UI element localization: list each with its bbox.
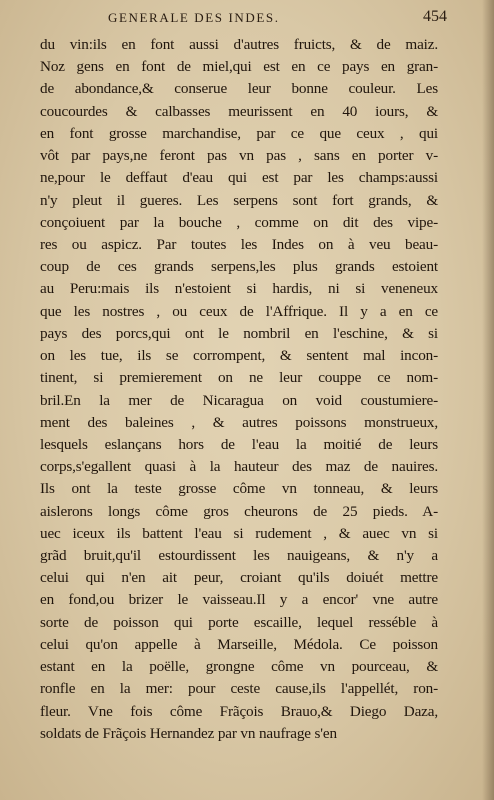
text-line: soldats de Frãçois Hernandez par vn naufrage s'en (40, 724, 337, 742)
text-line: n'y pleut il gueres. Les serpens sont fort grands, & (40, 191, 438, 209)
text-line: estant en la poëlle, grongne côme vn pourceau, & (40, 658, 438, 676)
text-line: conçoiuent par la bouche , comme on dit des vipe- (40, 213, 438, 231)
text-line: on les tue, ils se corrompent, & sentent mal incon- (40, 347, 438, 365)
text-line: en fond,ou brizer le vaisseau.Il y a encor' vne autre (40, 591, 438, 609)
text-line: coucourdes & calbasses meurissent en 40 iours, & (40, 102, 438, 120)
running-head: GENERALE DES INDES. (108, 10, 280, 25)
text-line: ment des baleines , & autres poissons monstrueux, (40, 413, 438, 431)
text-line: que les nostres , ou ceux de l'Affrique. Il y a en ce (40, 302, 438, 320)
body-text (40, 34, 438, 745)
text-line: pays des porcs,qui ont le nombril en l'eschine, & si (40, 324, 438, 342)
text-line: de abondance,& conserue leur bonne couleur. Les (40, 80, 438, 98)
text-line: Ils ont la teste grosse côme vn tonneau, & leurs (40, 480, 438, 498)
text-line: du vin:ils en font aussi d'autres fruicts, & de maiz. (40, 36, 438, 53)
text-line: bril.En la mer de Nicaragua on void coustumiere- (40, 391, 438, 409)
page-number: 454 (423, 8, 447, 25)
text-line: Noz gens en font de miel,qui est en ce pays en gran- (40, 58, 438, 76)
text-line: coup de ces grands serpens,les plus grands estoient (40, 258, 438, 276)
text-line: aislerons longs côme gros cheurons de 25 pieds. A- (40, 502, 438, 520)
text-line: celui qu'on appelle à Marseille, Médola. Ce poisson (40, 635, 438, 653)
text-line: tinent, si premierement on ne leur couppe ce nom- (40, 369, 438, 387)
text-line: fleur. Vne fois côme Frãçois Brauo,& Diego Daza, (40, 702, 438, 720)
text-line: corps,s'egallent quasi à la hauteur des maz de nauires. (40, 458, 438, 476)
text-line: ronfle en la mer: pour ceste cause,ils l'appellét, ron- (40, 680, 438, 698)
text-line: vôt par pays,ne feront pas vn pas , sans en porter v- (40, 147, 438, 165)
text-line: en font grosse marchandise, par ce que ceux , qui (40, 124, 438, 142)
text-line: ne,pour le deffaut d'eau qui est par les champs:aussi (40, 169, 438, 187)
text-line: au Peru:mais ils n'estoient si hardis, ni si veneneux (40, 280, 438, 298)
text-line: sorte de poisson qui porte escaille, lequel resséble à (40, 613, 438, 631)
text-line: grãd bruit,qu'il estourdissent les nauigeans, & n'y a (40, 547, 438, 565)
text-line: res ou aspicz. Par toutes les Indes on à veu beau- (40, 235, 438, 253)
text-line: uec iceux ils battent l'eau si rudement , & auec vn si (40, 524, 438, 542)
text-line: lesquels eslançans hors de l'eau la moitié de leurs (40, 435, 438, 453)
text-line: celui qui n'en ait peur, croiant qu'ils doiuét mettre (40, 569, 438, 587)
